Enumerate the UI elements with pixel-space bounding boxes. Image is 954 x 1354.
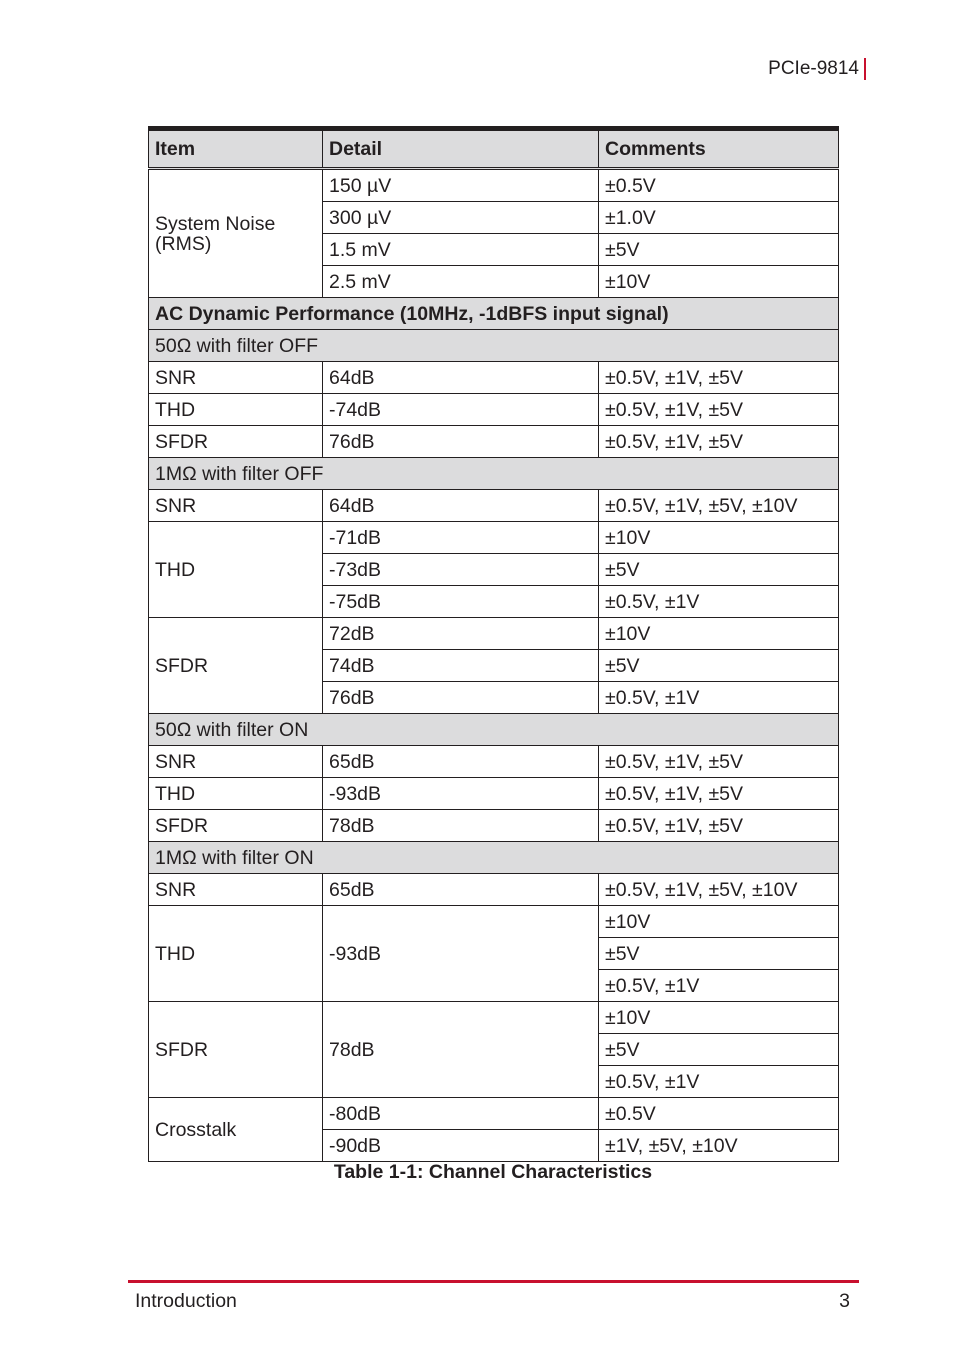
item-cell: SFDR	[149, 426, 323, 458]
item-cell: SFDR	[149, 810, 323, 842]
column-header-comments: Comments	[599, 129, 839, 169]
detail-cell: 150 µV	[323, 169, 599, 202]
comment-cell: ±10V	[599, 618, 839, 650]
detail-cell: 65dB	[323, 746, 599, 778]
comment-cell: ±10V	[599, 906, 839, 938]
item-cell: THD	[149, 394, 323, 426]
comment-cell: ±0.5V, ±1V	[599, 682, 839, 714]
detail-cell: 74dB	[323, 650, 599, 682]
table-header-row	[149, 129, 839, 169]
item-cell: SNR	[149, 874, 323, 906]
section-title-50ohm-filter-off: 50Ω with filter OFF	[149, 330, 839, 362]
item-cell: THD	[149, 522, 323, 618]
detail-cell: -75dB	[323, 586, 599, 618]
comment-cell: ±0.5V, ±1V, ±5V, ±10V	[599, 490, 839, 522]
item-cell: SFDR	[149, 618, 323, 714]
table-row	[149, 1098, 839, 1130]
comment-cell: ±0.5V, ±1V, ±5V	[599, 426, 839, 458]
table-row	[149, 1002, 839, 1034]
section-title-1mohm-filter-on: 1MΩ with filter ON	[149, 842, 839, 874]
comment-cell: ±5V	[599, 554, 839, 586]
product-name: PCIe-9814	[768, 58, 859, 79]
table-row	[149, 490, 839, 522]
table-row	[149, 394, 839, 426]
comment-cell: ±5V	[599, 234, 839, 266]
section-title-50ohm-filter-on: 50Ω with filter ON	[149, 714, 839, 746]
section-row	[149, 458, 839, 490]
comment-cell: ±0.5V, ±1V	[599, 970, 839, 1002]
detail-cell: -73dB	[323, 554, 599, 586]
detail-cell: 2.5 mV	[323, 266, 599, 298]
comment-cell: ±1.0V	[599, 202, 839, 234]
comment-cell: ±0.5V, ±1V	[599, 1066, 839, 1098]
comment-cell: ±0.5V, ±1V, ±5V	[599, 362, 839, 394]
detail-cell: -71dB	[323, 522, 599, 554]
section-row	[149, 330, 839, 362]
comment-cell: ±0.5V, ±1V, ±5V	[599, 810, 839, 842]
detail-cell: 76dB	[323, 426, 599, 458]
footer-page-number: 3	[839, 1290, 850, 1312]
header-accent-bar	[864, 58, 866, 80]
section-title-ac-dynamic: AC Dynamic Performance (10MHz, -1dBFS input signal)	[149, 298, 839, 330]
footer-section-name: Introduction	[135, 1290, 237, 1312]
item-cell: SNR	[149, 490, 323, 522]
comment-cell: ±0.5V, ±1V, ±5V	[599, 746, 839, 778]
comment-cell: ±5V	[599, 938, 839, 970]
comment-cell: ±0.5V	[599, 169, 839, 202]
detail-cell: 78dB	[323, 1002, 599, 1098]
item-cell: SFDR	[149, 1002, 323, 1098]
item-cell: SNR	[149, 362, 323, 394]
section-row	[149, 842, 839, 874]
comment-cell: ±5V	[599, 1034, 839, 1066]
item-cell: THD	[149, 778, 323, 810]
comment-cell: ±0.5V, ±1V, ±5V, ±10V	[599, 874, 839, 906]
item-system-noise: System Noise (RMS)	[149, 169, 323, 298]
table-row	[149, 362, 839, 394]
detail-cell: -90dB	[323, 1130, 599, 1162]
comment-cell: ±10V	[599, 266, 839, 298]
detail-cell: 72dB	[323, 618, 599, 650]
comment-cell: ±5V	[599, 650, 839, 682]
table-row	[149, 746, 839, 778]
table-caption: Table 1-1: Channel Characteristics	[333, 1161, 653, 1183]
column-header-item: Item	[149, 129, 323, 169]
table-row	[149, 810, 839, 842]
comment-cell: ±0.5V, ±1V	[599, 586, 839, 618]
section-title-1mohm-filter-off: 1MΩ with filter OFF	[149, 458, 839, 490]
detail-cell: -74dB	[323, 394, 599, 426]
comment-cell: ±0.5V	[599, 1098, 839, 1130]
detail-cell: -93dB	[323, 906, 599, 1002]
detail-cell: 64dB	[323, 362, 599, 394]
page-header	[768, 58, 866, 80]
comment-cell: ±1V, ±5V, ±10V	[599, 1130, 839, 1162]
comment-cell: ±0.5V, ±1V, ±5V	[599, 778, 839, 810]
column-header-detail: Detail	[323, 129, 599, 169]
detail-cell: 300 µV	[323, 202, 599, 234]
section-row	[149, 298, 839, 330]
table-row	[149, 426, 839, 458]
detail-cell: 1.5 mV	[323, 234, 599, 266]
comment-cell: ±0.5V, ±1V, ±5V	[599, 394, 839, 426]
detail-cell: -93dB	[323, 778, 599, 810]
detail-cell: 78dB	[323, 810, 599, 842]
detail-cell: -80dB	[323, 1098, 599, 1130]
section-row	[149, 714, 839, 746]
table-row	[149, 522, 839, 554]
item-crosstalk: Crosstalk	[149, 1098, 323, 1162]
channel-characteristics-table	[148, 126, 839, 1162]
comment-cell: ±10V	[599, 1002, 839, 1034]
table-row	[149, 874, 839, 906]
table-row	[149, 906, 839, 938]
footer-rule	[128, 1280, 859, 1283]
detail-cell: 65dB	[323, 874, 599, 906]
item-cell: THD	[149, 906, 323, 1002]
item-cell: SNR	[149, 746, 323, 778]
table-row	[149, 618, 839, 650]
table-row	[149, 778, 839, 810]
detail-cell: 76dB	[323, 682, 599, 714]
table-row	[149, 169, 839, 202]
detail-cell: 64dB	[323, 490, 599, 522]
comment-cell: ±10V	[599, 522, 839, 554]
